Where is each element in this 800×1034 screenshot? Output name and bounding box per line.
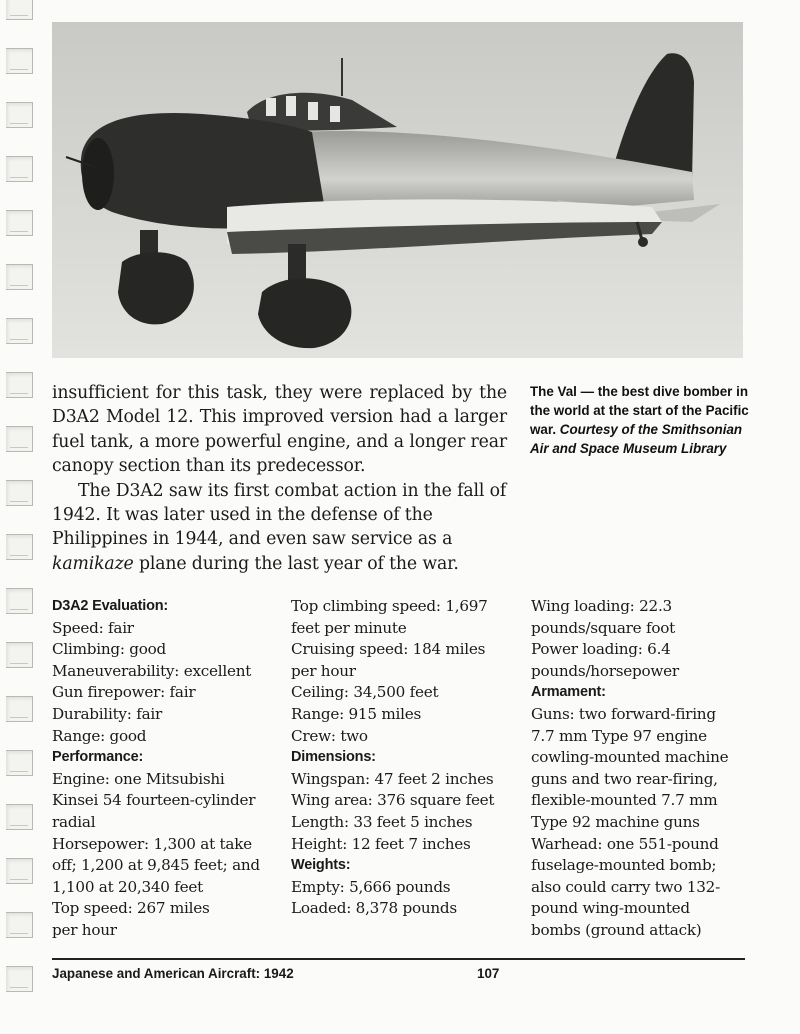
spec-line: Top speed: 267 miles	[52, 899, 210, 918]
spec-heading: Weights:	[291, 857, 351, 874]
spec-line: radial	[52, 812, 96, 831]
binding-hole	[6, 912, 33, 938]
binding-hole	[6, 858, 33, 884]
binding-hole	[6, 156, 33, 182]
spec-line: pounds/square foot	[531, 618, 676, 637]
spec-line: Warhead: one 551-pound	[531, 834, 719, 853]
binding-hole	[6, 264, 33, 290]
spec-line: Engine: one Mitsubishi	[52, 769, 225, 788]
spec-line: Guns: two forward-firing	[531, 704, 716, 723]
spec-line: Loaded: 8,378 pounds	[291, 899, 457, 918]
binding-hole	[6, 48, 33, 74]
spec-heading: Performance:	[52, 749, 144, 766]
spec-heading: Dimensions:	[291, 749, 376, 766]
body-paragraph-1: insufficient for this task, they were replaced by the D3A2 Model 12. This improved version had a larger fuel tank, a more powerful engine, and a longer rear canopy section than its predecessor.	[52, 383, 507, 477]
binding-hole	[6, 480, 33, 506]
spec-heading: Armament:	[531, 684, 606, 701]
spec-line: Cruising speed: 184 miles	[291, 640, 486, 659]
spec-line: Ceiling: 34,500 feet	[291, 683, 439, 702]
page-number: 107	[477, 966, 500, 981]
spec-line: Type 92 machine guns	[531, 812, 700, 831]
spec-line: pounds/horsepower	[531, 661, 679, 680]
spec-line: fuselage-mounted bomb;	[531, 856, 717, 875]
spec-line: Kinsei 54 fourteen-cylinder	[52, 791, 256, 810]
spec-line: also could carry two 132-	[531, 877, 720, 896]
binding-hole	[6, 102, 33, 128]
spec-column-3	[531, 596, 756, 942]
caption-main: The Val — the best dive bomber in the world at the start of the Pacific war.	[530, 384, 749, 437]
binding-hole	[6, 588, 33, 614]
binding-hole	[6, 372, 33, 398]
spec-line: Maneuverability: excellent	[52, 661, 252, 680]
binding-hole	[6, 318, 33, 344]
spec-line: flexible-mounted 7.7 mm	[531, 791, 718, 810]
spec-line: cowling-mounted machine	[531, 748, 729, 767]
spec-line: bombs (ground attack)	[531, 920, 702, 939]
aircraft-photo	[52, 22, 743, 358]
book-title: Japanese and American Aircraft: 1942	[52, 966, 294, 981]
binding-hole	[6, 0, 33, 20]
body-text	[52, 381, 507, 576]
binding-hole	[6, 804, 33, 830]
caption-credit: Courtesy of the Smithsonian Air and Space Museum Library	[530, 422, 743, 456]
spec-line: Length: 33 feet 5 inches	[291, 812, 473, 831]
spec-line: Climbing: good	[52, 640, 166, 659]
spec-column-2	[291, 596, 516, 920]
spec-line: 1,100 at 20,340 feet	[52, 877, 203, 896]
spec-line: Top climbing speed: 1,697	[291, 597, 488, 615]
spec-line: Horsepower: 1,300 at take	[52, 834, 252, 853]
photo-caption	[530, 382, 750, 458]
spec-line: Gun firepower: fair	[52, 683, 196, 702]
spec-line: Wing loading: 22.3	[531, 597, 672, 615]
spec-line: Wing area: 376 square feet	[291, 791, 495, 810]
spec-line: Empty: 5,666 pounds	[291, 877, 451, 896]
dive-bomber-image	[52, 22, 743, 358]
spec-heading: D3A2 Evaluation:	[52, 598, 169, 614]
binding-hole	[6, 642, 33, 668]
spec-line: off; 1,200 at 9,845 feet; and	[52, 856, 260, 875]
binding-hole	[6, 426, 33, 452]
spec-line: 7.7 mm Type 97 engine	[531, 726, 707, 745]
spec-line: Height: 12 feet 7 inches	[291, 834, 471, 853]
binding-hole	[6, 210, 33, 236]
binding-hole	[6, 696, 33, 722]
spec-line: Range: 915 miles	[291, 704, 421, 723]
spec-line: Power loading: 6.4	[531, 640, 671, 659]
binding-hole	[6, 966, 33, 992]
spec-line: Range: good	[52, 726, 147, 745]
spec-line: Speed: fair	[52, 618, 134, 637]
binding-hole	[6, 534, 33, 560]
spec-line: Crew: two	[291, 726, 368, 745]
body-paragraph-2: The D3A2 saw its first combat action in the fall of 1942. It was later used in the defense of the Philippines in 1944, and even saw service as a kamikaze plane during the last year of the war.	[52, 480, 507, 574]
spec-column-1	[52, 596, 280, 942]
spec-line: per hour	[291, 661, 356, 680]
spec-line: Durability: fair	[52, 704, 162, 723]
spec-line: per hour	[52, 920, 117, 939]
spec-line: pound wing-mounted	[531, 899, 690, 918]
kamikaze-term: kamikaze	[52, 553, 134, 574]
binding-hole	[6, 750, 33, 776]
binding-holes	[0, 0, 44, 1034]
spec-line: feet per minute	[291, 618, 407, 637]
spec-line: Wingspan: 47 feet 2 inches	[291, 769, 494, 788]
spec-line: guns and two rear-firing,	[531, 769, 718, 788]
footer-rule	[52, 958, 745, 960]
